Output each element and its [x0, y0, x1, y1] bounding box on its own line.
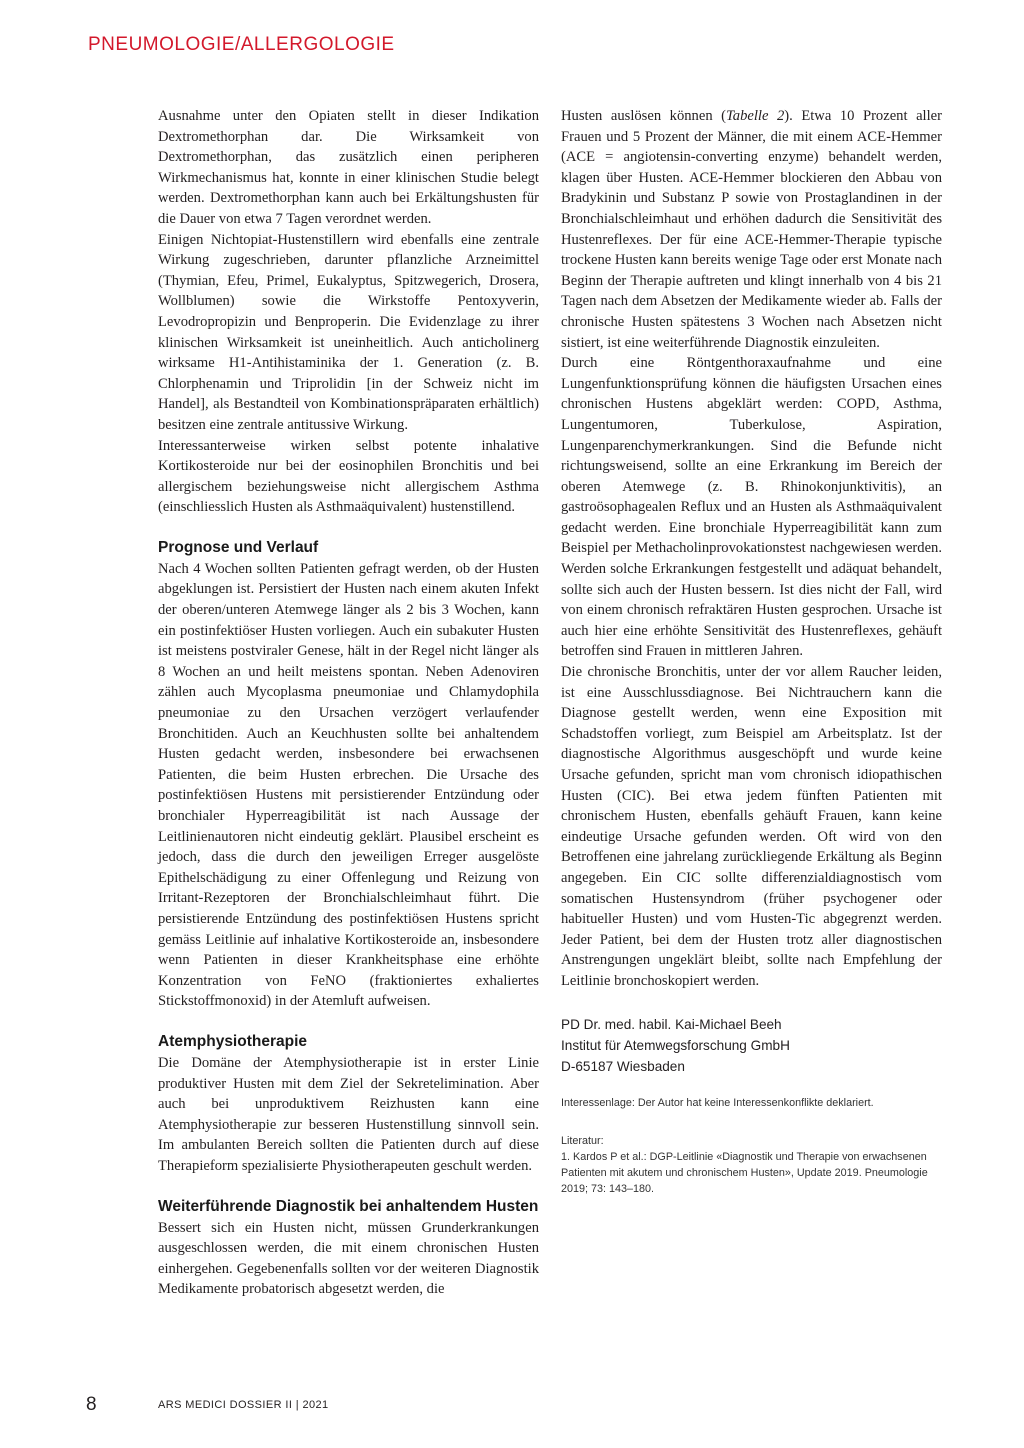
paragraph-atemphysiotherapie: Die Domäne der Atemphysiotherapie ist in erster Linie produktiver Husten mit dem Ziel der Sekretelimination. Aber auch bei unproduktivem Reizhusten kann eine Atemphysiotherapie zur besseren Hustenstillung sinnvoll sein. Im ambulanten Bereich sollten die Patienten durch auf diese Therapieform spezialisierte Physiotherapeuten geschult werden.	[158, 1054, 539, 1174]
table-reference: Tabelle 2	[726, 108, 785, 124]
author-city: D-65187 Wiesbaden	[561, 1058, 685, 1074]
literature-item: 1. Kardos P et al.: DGP-Leitlinie «Diagnostik und Therapie von erwachsenen Patienten mit akutem und chronischem Husten», Update 2019. Pneumologie 2019; 73: 143–180.	[561, 1150, 928, 1195]
paragraph-ace-hemmer	[561, 106, 942, 353]
interest-statement: Interessenlage: Der Autor hat keine Interessenkonflikte deklariert.	[561, 1096, 874, 1109]
paragraph-roentgen: Durch eine Röntgenthoraxaufnahme und eine Lungenfunktionsprüfung können die häufigsten Ursachen eines chronischen Hustens abgeklärt werden: COPD, Asthma, Lungentumoren, Tuberkulose, Aspiration, Lungenparenchymerkrankungen. Sind die Befunde nicht richtungsweisend, sollte an eine Erkrankung im Bereich der oberen Atemwege (z. B. Rhinokonjunktivitis), an gastroösophagealen Reflux und an Husten als Asthmaäquivalent gedacht werden. Eine bronchiale Hyperreagibilität kann zum Beispiel per Methacholinprovokationstest nachgewiesen werden. Werden solche Erkrankungen festgestellt und adäquat behandelt, sollte sich auch der Husten bessern. Ist dies nicht der Fall, wird von einem chronisch refraktären Husten gesprochen. Ursache ist auch hier eine erhöhte Sensitivität des Hustenreflexes, gehäuft betroffen sind Frauen in mittleren Jahren.	[561, 355, 942, 660]
journal-name: ARS MEDICI DOSSIER II | 2021	[158, 1399, 329, 1411]
paragraph-chronische-bronchitis: Die chronische Bronchitis, unter der vor allem Raucher leiden, ist eine Ausschlussdiagnose. Bei Nichtrauchern kann die Diagnose gestellt werden, wenn eine Exposition mit Schadstoffen vorliegt, zum Beispiel am Arbeitsplatz. Ist der diagnostische Algorithmus ausgeschöpft und wurde keine Ursache gefunden, spricht man vom chronisch idiopathischen Husten (CIC). Bei etwa jedem fünften Patienten mit chronischem Husten, ebenfalls gehäuft Frauen, kann keine eindeutige Ursache gefunden werden. Oft wird von den Betroffenen eine jahrelang zurückliegende Erkältung als Beginn angegeben. Ein CIC sollte differenzialdiagnostisch vom somatischen Hustensyndrom (früher psychogener oder habitueller Husten) und vom Husten-Tic abgegrenzt werden. Jeder Patient, bei dem der Husten trotz aller diagnostischen Anstrengungen ungeklärt bleibt, sollte nach Empfehlung der Leitlinie bronchoskopiert werden.	[561, 664, 942, 989]
heading-prognose: Prognose und Verlauf	[158, 538, 319, 556]
paragraph-prognose: Nach 4 Wochen sollten Patienten gefragt werden, ob der Husten abgeklungen ist. Persistiert der Husten nach einem akuten Infekt der oberen/unteren Atemwege länger als 2 bis 3 Wochen, kann ein postinfektiöser Husten vorliegen. Auch ein subakuter Husten ist meistens postviraler Genese, hält in der Regel nicht länger als 8 Wochen an und heilt meistens spontan. Neben Adenoviren zählen auch Mycoplasma pneumoniae und Chlamydophila pneumoniae zu den Ursachen verzögert verlaufender Bronchitiden. Auch an Keuchhusten sollte bei anhaltendem Husten gedacht werden, insbesondere bei erwachsenen Patienten, die beim Husten erbrechen. Die Ursache des postinfektiösen Hustens mit persistierender Entzündung oder bronchialer Hyperreagibilität ist nach Aussage der Leitlinienautoren nicht eindeutig geklärt. Plausibel erscheint es jedoch, dass die durch den jeweiligen Erreger ausgelöste Epithelschädigung zu einer Offenlegung und Reizung von Irritant-Rezeptoren der Bronchialschleimhaut führt. Die persistierende Entzündung des postinfektiösen Hustens spricht gemäss Leitlinie auf inhalative Kortikosteroide an, insbesondere wenn Patienten in dieser Krankheitsphase eine erhöhte Konzentration von FeNO (fraktioniertes exhaliertes Stickstoffmonoxid) in der Atemluft aufweisen.	[158, 560, 539, 1010]
page-number: 8	[86, 1394, 97, 1415]
section-header: PNEUMOLOGIE/ALLERGOLOGIE	[88, 34, 395, 55]
paragraph-kortikosteroide: Interessanterweise wirken selbst potente inhalative Kortikosteroide nur bei der eosinophilen Bronchitis und bei allergischem beziehungsweise nicht allergischem Asthma (einschliesslich Husten als Asthmaäquivalent) hustenstillend.	[158, 437, 539, 516]
heading-diagnostik: Weiterführende Diagnostik bei anhaltendem Husten	[158, 1197, 539, 1215]
paragraph-nichtopiat: Einigen Nichtopiat-Hustenstillern wird ebenfalls eine zentrale Wirkung zugeschrieben, darunter pflanzliche Arzneimittel (Thymian, Efeu, Primel, Eukalyptus, Spitzwegerich, Drosera, Wollblumen) sowie die Wirkstoffe Pentoxyverin, Levodropropizin und Benproperin. Die Evidenzlage zu ihrer klinischen Wirksamkeit ist uneinheitlich. Auch anticholinerg wirksame H1-Antihistaminika der 1. Generation (z. B. Chlorphenamin und Triprolidin [in der Schweiz nicht im Handel], als Bestandteil von Kombinationspräparaten erhältlich) besitzen eine zentrale antitussive Wirkung.	[158, 231, 539, 433]
literature-heading: Literatur:	[561, 1134, 604, 1147]
author-name: PD Dr. med. habil. Kai-Michael Beeh	[561, 1016, 782, 1032]
paragraph-dextromethorphan: Ausnahme unter den Opiaten stellt in dieser Indikation Dextromethorphan dar. Die Wirksamkeit von Dextromethorphan, das zusätzlich einen peripheren Wirkmechanismus hat, konnte in einer klinischen Studie belegt werden. Dextromethorphan kann auch bei Erkältungshusten für die Dauer von etwa 7 Tagen verordnet werden.	[158, 108, 539, 227]
right-column	[561, 106, 942, 1197]
text-fragment: Husten auslösen können (	[561, 108, 727, 124]
paragraph-diagnostik: Bessert sich ein Husten nicht, müssen Grunderkrankungen ausgeschlossen werden, die mit einem chronischen Husten einhergehen. Gegebenenfalls sollten vor der weiteren Diagnostik Medikamente probatorisch abgesetzt werden, die	[158, 1219, 539, 1298]
heading-atemphysiotherapie: Atemphysiotherapie	[158, 1032, 308, 1050]
author-block	[561, 1014, 942, 1077]
author-institute: Institut für Atemwegsforschung GmbH	[561, 1037, 790, 1053]
left-column	[158, 106, 539, 1300]
text-fragment: ). Etwa 10 Prozent aller Frauen und 5 Prozent der Männer, die mit einem ACE-Hemmer (ACE = angiotensin-converting enzyme) behandelt werden, klagen über Husten. ACE-Hemmer blockieren den Abbau von Bradykinin und Substanz P sowie von Prostaglandinen in der Bronchialschleimhaut und erhöhen dadurch die Sensitivität des Hustenreflexes. Der für eine ACE-Hemmer-Therapie typische trockene Husten kann bereits wenige Tage oder erst Monate nach Beginn der Therapie auftreten und klingt innerhalb von 4 bis 21 Tagen nach dem Absetzen der Medikamente wieder ab. Falls der chronische Husten spätestens 3 Wochen nach Absetzen nicht sistiert, ist eine weiterführende Diagnostik einzuleiten.	[561, 108, 942, 351]
